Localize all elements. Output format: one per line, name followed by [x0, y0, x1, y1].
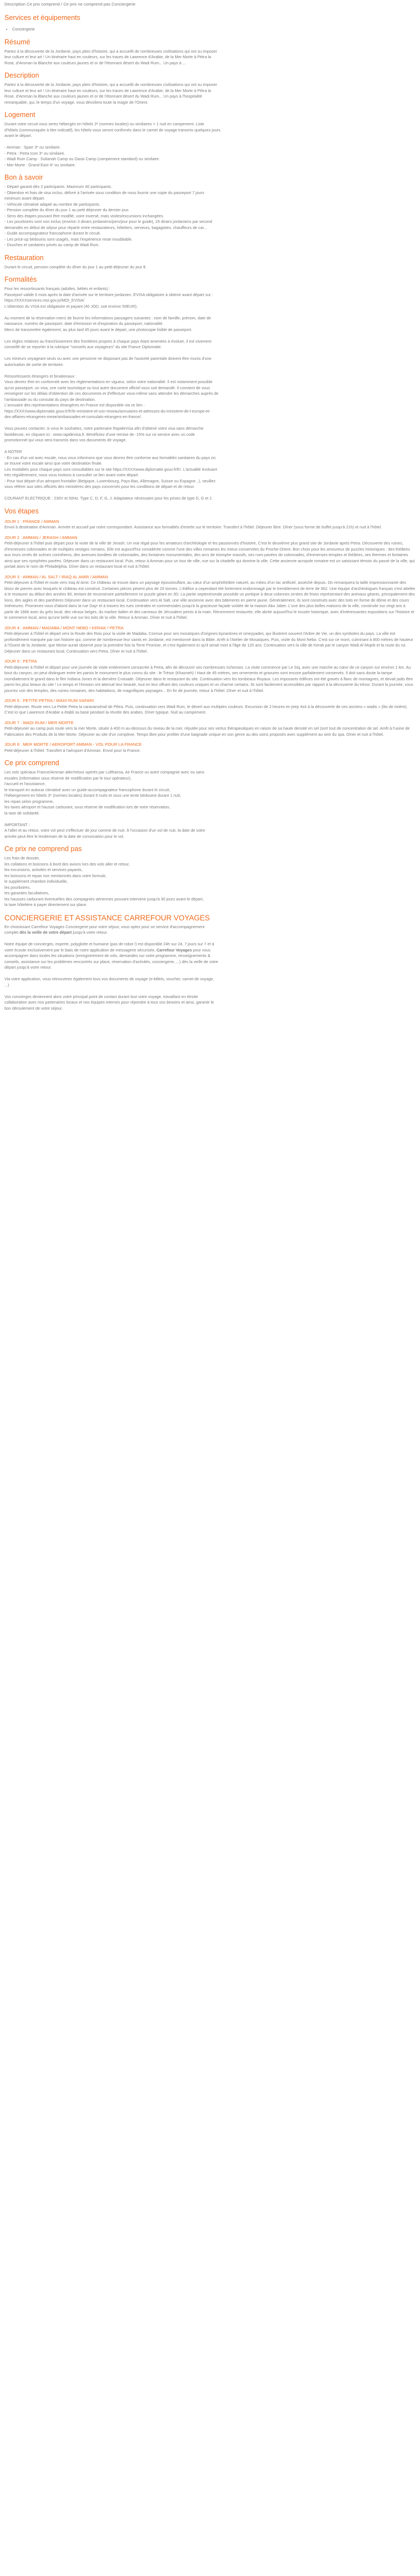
formalites-line: l'ambassade ou du consulat du pays de destination. — [4, 396, 96, 402]
formalites-line: COURANT ELECTRIQUE : 230V et 50Hz. Type C, D, F, G, J. Adaptateur nécessaire pour les prises de type D, G et J. — [4, 496, 213, 501]
section-logement — [4, 111, 416, 168]
formalites-line: conseillé de se reporter à la rubrique "conseils aux voyageurs" du site France Diplomatie. — [4, 344, 162, 349]
conciergerie-line: Vos concierges deviennent alors votre principal point de contact durant tout votre voyage, travaillant en étroite — [4, 994, 198, 999]
bon_savoir-line: demandés en début de séjour pour répartir entre restaurateurs, hôteliers, serveurs, bagagistes, chauffeurs de car... — [4, 225, 207, 230]
prix-ne-comprend-line: les hausses carburant éventuelles des compagnies aériennes pouvant intervenir jusqu'à 30 jours avant le départ, — [4, 896, 204, 902]
day-title: JOUR 3 : AMMAN / AL SALT / IRAQ AL AMIR / AMMAN — [4, 574, 108, 579]
formalites-line: naissance, numéro de passeport, date d'émission et d'expiration du passeport, nationalité. — [4, 321, 163, 326]
prix-comprend-line: les repas selon programme, — [4, 798, 54, 804]
conciergerie-line: ...) — [4, 982, 9, 987]
formalites-line: Les modalités pour chaque pays sont consultables sur le site https://XXXXwww.diplomatie.gouv.fr/fr/. L'actualité évoluant — [4, 466, 217, 472]
day-item — [4, 625, 416, 655]
prix-comprend-line: l'hébergement en hôtels 3* (normes locales) durant 6 nuits et sous une tente bédouine durant 1 nuit, — [4, 793, 181, 798]
formalites-line — [4, 444, 416, 450]
prix-ne-comprend-line: les pourboires, — [4, 884, 31, 890]
formalites-line: autorisation de sortie de territoire. — [4, 362, 64, 367]
day-title: JOUR 6 : PETITE PETRA / WADI RUM SAFARI — [4, 698, 94, 703]
conciergerie-line: conseils, assistance sur les problèmes rencontrés sur place, réservation d'activités, conciergerie, ...) dès la veille de votre — [4, 959, 218, 964]
formalites-line: fastidieuse, en cliquant ici : www.rapidevisa.fr. Bénéficiez d'une remise de -15% sur ce service avec un code — [4, 431, 195, 437]
bon_savoir-text — [4, 184, 416, 248]
prix-comprend-section — [4, 759, 416, 839]
formalites-line: des-affaires-etrangeres-meae/ambassades-et-consulats-etrangers-en-france/. — [4, 414, 142, 419]
day-item — [4, 742, 416, 754]
conciergerie-line: complet dès la veille de votre départ jusqu'à votre retour. — [4, 930, 108, 935]
formalites-line: Les règles relatives au franchissement des frontières propres à chaque pays étant amenées à évoluer, il est vivement — [4, 338, 212, 344]
list-item: • Conciergerie — [12, 27, 416, 33]
logement-line — [4, 139, 416, 145]
formalites-line — [4, 490, 416, 496]
formalites-line: L'obtention du VISA est obligatoire et payant (40 JOD, soit environ 50EUR). — [4, 303, 138, 309]
bon_savoir-line: minimum avant départ. — [4, 196, 45, 201]
prix-comprend-line: les taxes aéroport et hausse carburant, sous réserve de modification lors de votre réservation, — [4, 805, 171, 810]
prix-comprend-line: IMPORTANT : — [4, 822, 30, 827]
formalites-line: Pour les ressortissants français (adultes, bébés et enfants) : — [4, 286, 110, 291]
prix-ne-comprend-line: les boissons et repas non mentionnés dans votre formule, — [4, 873, 107, 878]
section-title-prix-ne-comprend: Ce prix ne comprend pas — [4, 845, 82, 853]
resume-line: Rose, d'Amman la Blanche aux couleurs jaunes et or de l'étonnant désert du Wadi Rum... Un pays à ... — [4, 60, 186, 65]
bon_savoir-line: - Douches et sanitaires privés au camp de Wadi Rum. — [4, 242, 100, 247]
day-description: Petit-déjeuner à l'hôtel et départ vers la Route des Rois pour la visite de Madaba. Connue pour ses mosaïques d'origines byzantines et omeyyades, qui illustrent souvent l'Arbre de Vie, un des symboles du pays. La ville est profondément marquée par son histoire qui, comme de nombreuse leur saints en Jordanie, est mentionné dans la Bible. Arrêt à l'Atelier de Mosaïques. Puis, visite du Mont Nebo. C'est sur ce mont, culminant à 800 mètres de hauteur à l'Ouest de la Jordanie, que Moïse aurait observé pour la première fois la Terre Promise, et c'est également ici qu'il serait mort à l'âge de 120 ans. Continuation vers la ville de Kerak par le canyon Wadi Al Mojeb et la route du roi. Déjeuner dans un restaurant local. Continuation vers Petra. Dîner et nuit à l'hôtel. — [4, 631, 413, 654]
logement-line: Durant votre circuit vous serez hébergés en hôtels 3* (normes locales) ou similaires = 1 nuit en campement. Liste — [4, 121, 204, 126]
section-formalites — [4, 276, 416, 502]
prix-ne-comprend-line: Les frais de dossier, — [4, 856, 40, 861]
bon_savoir-line: - Véhicule climatisé adapté au nombre de participants. — [4, 201, 100, 207]
day-item — [4, 535, 416, 570]
resume-line: Partez à la découverte de la Jordanie, pays plein d'histoire, qui a accueilli de nombreuses civilisations qui ont su imposer — [4, 48, 217, 54]
content-sections — [4, 14, 416, 502]
prix-comprend-line: le transport en autocar climatisé avec un guide-accompagnateur francophone durant le circuit, — [4, 787, 171, 792]
page-top-description: Description Ce prix comprend / Ce prix ne comprend pas Conciergerie — [4, 2, 136, 7]
formalites-line: très régulièrement, nous vous invitons à consulter ce lien avant votre départ. — [4, 472, 139, 477]
day-description: Petit-déjeuner. Route vers La Petite Petra la caravansérail de Pétra. Puis, continuation vers Wadi Rum, le désert aux multiples couleurs. Excursion de 2 heures en jeep 4x4 à la découverte de ces anciens « wadis » (lits de rivière). C'est ici que Lawrence d'Arabie a établi sa base pendant la révolte des arabes. Dîner typique. Nuit au campement. — [4, 704, 408, 715]
formalites-line — [4, 368, 416, 374]
formalites-line: - En cas d'un vol avec escale, nous vous informons que vous devrez être conforme aux formalités sanitaires du pays où — [4, 455, 216, 460]
formalites-line — [4, 309, 416, 315]
formalites-line: Vous pouvez contacter, si vous le souhaitez, notre partenaire RapideVisa afin d'obtenir votre visa sans démarche — [4, 426, 204, 431]
restauration-text — [4, 264, 416, 271]
conciergerie-line: bon déroulement de votre séjour. — [4, 1005, 63, 1011]
day-title: JOUR 8 : MER MORTE / AEROPORT AMMAN - VOL POUR LA FRANCE — [4, 742, 142, 747]
logement-line: avant le départ. — [4, 133, 32, 138]
section-title-bon_savoir: Bon à savoir — [4, 174, 43, 181]
day-item — [4, 698, 416, 716]
day-title: JOUR 1 : FRANCE / AMMAN — [4, 518, 59, 524]
conciergerie-line: accompagner dans toutes les situations (enregistrement de vols, demandes sur votre programme, renseignements & — [4, 953, 211, 958]
services-list — [4, 27, 416, 33]
formalites-line: L'annuaire des représentations étrangères en France est disponible via ce lien : — [4, 403, 145, 408]
page — [0, 0, 420, 1017]
section-title-restauration: Restauration — [4, 253, 44, 262]
day-item — [4, 519, 416, 531]
day-description: Petit-déjeuner à l'hôtel et départ pour une journée de visite entièrement consacrée à Petra, afin de découvrir ses nombreuses richesses. La visite commence par Le Siq, avec une marche au cœur de ce canyon sur environ 1 km. Au bout du canyon, on peut distinguer entre les parois le monument le plus connu du site : le Trésor (Khazneh) ! Haut de 45 mètres, ses ornements et gravures sont encore parfaitement conservés. Il doit sans doute la tampe mondialement le grand dans le film Indiana Jones et la dernière Croisade. Déjeuner dans le restaurant du site. Continuation vers les tombeaux Royaux. Les imposants édifices ont été gravés à flanc de montagnes, et devait jadis être parmi les plus beaux du site ! Le temps et l'érosion ont attenué leur beauté, tout en leur offrant des couleurs uniques et un charme certains. Ils sont facilement accessibles par rapport à la découverte du trésor. Durant la journée, vous pourrez voir des temples, des ruines romaines, des habitations, de magnifiques paysages... En fin de journée, retour à l'hôtel. Dîner et nuit à l'hôtel. — [4, 664, 413, 693]
section-services — [4, 14, 416, 33]
conciergerie-line: Via votre application, vous retrouverez également tous vos documents de voyage (e-billets, voucher, carnet de voyage, — [4, 976, 214, 981]
day-title: JOUR 7 : WADI RUM / MER MORTE — [4, 720, 74, 725]
day-description: Petit-déjeuner au camp puis route vers la mer Morte, située à 400 m au-dessous du niveau de la mer, réputée pour ses vertus thérapeutiques en raison de sa haute densité en sel (sort tout de concentration de sel. Arrêt à l'usine de Fabrication des Produits de la Mer Morte. Déjeuner au site d'un complexe. Temps libre pour profiter d'une baignade unique en son genre au des soins proposés avec supplément au sein du spa. Dîner et nuit à l'hôtel. — [4, 726, 410, 737]
prix-comprend-line: la taxe de solidarité. — [4, 810, 40, 816]
section-description — [4, 72, 416, 105]
formalites-line: Vous devrez être en conformité avec les réglementations en vigueur, selon votre nationalité. Il est notamment possible — [4, 379, 213, 384]
prix-comprend-line: Les vols spéciaux France/Amman aller/retour opérés par Lufthansa, Air France ou autre compagnie avec ou sans — [4, 770, 204, 775]
description-line: leur culture et leur art ! Un itinéraire haut en couleurs, sur les traces de Lawrence d'Arabie, de la Mer Morte à Pétra la — [4, 88, 211, 93]
formalites-line: se trouve votre escale ainsi que votre destination finale. — [4, 461, 103, 466]
resume-text — [4, 49, 416, 67]
conciergerie-line — [4, 988, 416, 994]
formalites-line: Passeport valide 6 mois après la date d'arrivée sur le territoire jordanien. EVISA obligatoire à obtenir avant départ sur : — [4, 292, 213, 297]
day-description: Petit-déjeuner à l'hôtel. Transfert à l'aéroport d'Amman. Envol pour la France. — [4, 747, 141, 753]
formalites-line: A NOTER — [4, 449, 22, 454]
conciergerie-text — [4, 924, 416, 1012]
prix-ne-comprend-text — [4, 856, 416, 908]
day-title: JOUR 2 : AMMAN / JERASH / AMMAN — [4, 534, 78, 540]
restauration-line: Durant le circuit, pension complète du dîner du jour 1 au petit-déjeuner du jour 8. — [4, 264, 147, 269]
section-resume — [4, 38, 416, 67]
prix-comprend-text — [4, 770, 416, 839]
conciergerie-line — [4, 971, 416, 977]
section-title-prix-comprend: Ce prix comprend — [4, 759, 59, 767]
formalites-line — [4, 420, 416, 426]
logement-line: - Amman : Sparr 3* ou similaire. — [4, 145, 61, 150]
prix-ne-comprend-line: les excursions, activités et services payants, — [4, 867, 83, 872]
bon_savoir-line: - Les prick-up bédouins sont usagés, mais l'expérience reste inoubliable. — [4, 236, 133, 242]
day-description: Petit-déjeuner à l'hôtel puis départ pour la visite de la ville de Jerash. Un vrai régal pour les amateurs d'archéologie et les passionnés d'histoire, C'est le deuxième plus grand site de Jordanie après Petra. Découverte des ruines, d'immenses colonnades et de multiples vestiges romains. Elle est aujourd'hui considérée comme l'une des villes romaines les mieux conservées du Proche-Orient. Bon choix pour les amoureux de puzzles historiques : des théâtres aux murs ornés de scènes corinthiens, des avenues bordées de colonnades, des fontaines monumentales, des arcs de triomphe massifs, ses rues pavées de colonnades, d'immenses temples et théâtres, ses thermes et fontaines ainsi que ses nymphées pavées. Déjeuner dans un restaurant local. Puis, retour à Amman pour un tour de ville, vue sur la citadelle qui domine la ville. Cette ancienne acropole romaine est un saisissant témoin du passé de la ville, qui portait alors le nom de Philadelphia. Dîner dans un restaurant local et nuit à l'hôtel. — [4, 541, 415, 569]
bon_savoir-line: - Guide accompagnateur francophone durant le circuit. — [4, 231, 101, 236]
formalites-line: renseigner sur les délais d'obtention de ces documents et d'effectuer vous-même sans attendre les démarches auprès de — [4, 391, 219, 396]
prix-ne-comprend-line: les garanties facultatives, — [4, 890, 49, 895]
bon_savoir-line: - Les pourboires sont non inclus (environ 3 dinars jordaniens/pers/jour pour le guide), 25 dinars jordaniens par second — [4, 219, 212, 224]
resume-line: leur culture et leur art ! Un itinéraire haut en couleurs, sur les traces de Lawrence d'Arabie, de la Mer Morte à Pétra la — [4, 54, 211, 59]
prix-ne-comprend-section — [4, 845, 416, 908]
description-line: Rose, d'Amman la Blanche aux couleurs jaunes et or de l'étonnant désert du Wadi Rum... Un pays à l'hospitalité — [4, 94, 202, 99]
formalites-line: promotionnel qui vous sera transmis dans vos documents de voyage. — [4, 437, 127, 442]
conciergerie-line — [4, 936, 416, 942]
day-title: JOUR 4 : AMMAN / MADABA / MONT NEBO / KERAK / PETRA — [4, 625, 124, 630]
formalites-line: Ressortissants étrangers et binationaux : — [4, 373, 77, 379]
section-title-logement: Logement — [4, 111, 35, 119]
bon_savoir-line: - Sens des étapes pouvant être modifié, voire inversé, mais visites/excursions inchangées. — [4, 213, 165, 218]
formalites-text — [4, 286, 416, 502]
formalites-line: - Pour tout départ d'un aéroport frontalier (Belgique, Luxembourg, Pays-Bas, Allemagne, Suisse ou Espagne...), veuillez — [4, 478, 216, 483]
formalites-line: vous référer aux sites officiels des ministères des pays concernés pour les conditions de départ et de retour. — [4, 484, 195, 489]
formalites-line — [4, 350, 416, 357]
prix-comprend-line: A l'aller et au retour, votre vol peut s'effectuer de jour comme de nuit. À l'occasion d'un vol de nuit, la date de votre — [4, 828, 206, 833]
section-restauration — [4, 254, 416, 271]
formalites-line: https://XXXXservices.moi.gov.jo/MOI_EVISA/ — [4, 298, 85, 303]
logement-line: d'hôtels (communiquée à titre indicatif), les hôtels vous seront confirmés dans le carnet de voyage transmis quelques jours — [4, 127, 221, 133]
prix-comprend-line: l'accueil et l'assistance, — [4, 781, 46, 786]
conciergerie-line: votre écoute exclusivement par le biais de notre application de messagerie sécurisée, Carrefour Voyages pour vous — [4, 947, 211, 953]
prix-comprend-line: escales (information sous réserve de modification par le tour opérateur). — [4, 775, 132, 781]
conciergerie-line: départ jusqu'à votre retour. — [4, 965, 52, 970]
logement-line: - Petra : Petra Icon 3* ou similaire. — [4, 150, 65, 156]
conciergerie-line: collaboration avec nos partenaires locaux et nos équipes internes pour répondre à tous vos besoins et ainsi, garantir le — [4, 1000, 214, 1005]
day-description: Petit-déjeuner à l'hôtel et route vers Iraq Al Amir. Ce château se trouve dans un paysage époustouflant, au cœur d'un amphithéâtre naturel, au milieu d'un lac artificiel, asséché depuis. On remarquera la taille impressionnante des blocs de pierres avec lesquels le château est construit. Certaines pièces pèsent plus de 20 tonnes. L'édifice a cependant été fortement endommagé par le tremblement de terre de 362. Une équipe d'archéologues français s'est attelée à le restaurer au début des années 80, tentant de reconstruire partiellement ce puzzle géant en 3D. La partie septentrionale possède un portique à deux colonnes ornées de frises représentant des animaux géants, principalement des lions, des aigles et des panthères Déjeuner dans un restaurant local. Continuation vers Al Salt, une ville ancienne avec des bâtiments en pierre jaune. Généralement, ils sont construits avec des toits en forme de dôme et des cours intérieures. Promenez-vous d'abord dans la rue Dayr et à travers les rues centrales et commerciales jusqu'à la gracieuse façade voûtée de la maison Abu Jaber. L'une des plus belles maisons de la ville, construite sur vingt ans à partir de 1886 avec du grès local, des vitraux belges, du marbre italien et des carreaux de Jérusalem peints à la main. Récemment restaurée, elle abrite aujourd'hui le musée historique, avec d'intéressantes expositions sur l'histoire et le commerce local, ainsi qu'une belle vue sur les toits de la ville. Retour à Amman. Dîner et nuit à l'hôtel. — [4, 580, 416, 620]
logement-line: - Mer Morte : Grand East 4* ou similaire. — [4, 162, 76, 167]
formalites-line: https://XXXXwww.diplomatie.gouv.fr/fr/le-ministere-et-son-reseau/annuaires-et-adresses-du-ministere-de-l-europe-et- — [4, 408, 211, 414]
logement-line: - Wadi Rum Camp : Sultanah Camp ou Oasis Camp (campement standard) ou similaire. — [4, 156, 160, 161]
bon_savoir-line: - Pension complète du dîner du jour 1 au petit déjeuner du dernier jour. — [4, 207, 130, 212]
day-description: Envol à destination d'Amman. Arrivée et accueil par notre correspondant. Assistance aux formalités d'entrée sur le territoire. Transfert à l'hôtel. Déjeuner libre. Dîner (sous forme de buffet jusqu'à 21h) et nuit à l'hôtel. — [4, 525, 382, 530]
day-title: JOUR 5 : PETRA — [4, 659, 37, 664]
formalites-line: Les mineurs voyageant seuls ou avec une personne ne disposant pas de l'autorité parentale doivent être munis d'une — [4, 356, 212, 361]
day-item — [4, 574, 416, 621]
formalites-line: Merci de transmettre également, au plus tard 45 jours avant le départ, une photocopie lisible de passeport. — [4, 327, 192, 332]
prix-comprend-line: arrivée peut être le lendemain de la date de convocation pour le vol. — [4, 833, 125, 839]
prix-ne-comprend-line: la taxe hôtelière à payer directement sur place. — [4, 902, 88, 907]
formalites-line — [4, 333, 416, 339]
vos-etapes-section — [4, 507, 416, 754]
section-title-services: Services et équipements — [4, 14, 80, 22]
description-line: Partez à la découverte de la Jordanie, pays plein d'histoire, qui a accueilli de nombreuses civilisations qui ont su imposer — [4, 82, 217, 87]
section-title-description: Description — [4, 72, 39, 79]
description-text — [4, 82, 416, 105]
formalites-line: Au moment de la réservation merci de fournir les informations passagers suivantes : nom de famille, prénom, date de — [4, 315, 211, 320]
section-title-resume: Résumé — [4, 38, 30, 46]
conciergerie-line: Notre équipe de concierges, experte, polyglotte et humaine (pas de robot !) est disponible 24h sur 24, 7 jours sur 7 et à — [4, 941, 214, 946]
bon_savoir-line: - Obtention et frais de visa inclus, délivré à l'arrivée sous condition de nous fournir une copie du passeport 7 jours — [4, 190, 204, 195]
formalites-line: qu'un passeport, un visa, une carte touristique ou tout autre document officiel vous soit demandé. Il convient de vous — [4, 385, 210, 390]
conciergerie-section — [4, 914, 416, 1012]
section-title-formalites: Formalités — [4, 276, 37, 283]
description-line: remarquable, qui, le temps d'un voyage, vous dévoilera toute la magie de l'Orient. — [4, 99, 148, 105]
logement-text — [4, 121, 416, 168]
conciergerie-line: En choisissant Carrefour Voyages Conciergerie pour votre séjour, vous optez pour un service d'accompagnement — [4, 924, 204, 929]
prix-comprend-line — [4, 816, 416, 822]
section-title-vos-etapes: Vos étapes — [4, 507, 39, 515]
day-item — [4, 720, 416, 738]
prix-ne-comprend-line: le supplément chambre individuelle, — [4, 879, 68, 884]
bon_savoir-line: - Départ garanti dès 2 participants. Maximum 40 participants. — [4, 184, 112, 189]
prix-ne-comprend-line: les collations et boissons à bord des avions lors des vols aller et retour, — [4, 861, 130, 867]
section-bon_savoir — [4, 174, 416, 248]
day-item — [4, 659, 416, 694]
section-title-conciergerie: CONCIERGERIE ET ASSISTANCE CARREFOUR VOYAGES — [4, 913, 210, 922]
